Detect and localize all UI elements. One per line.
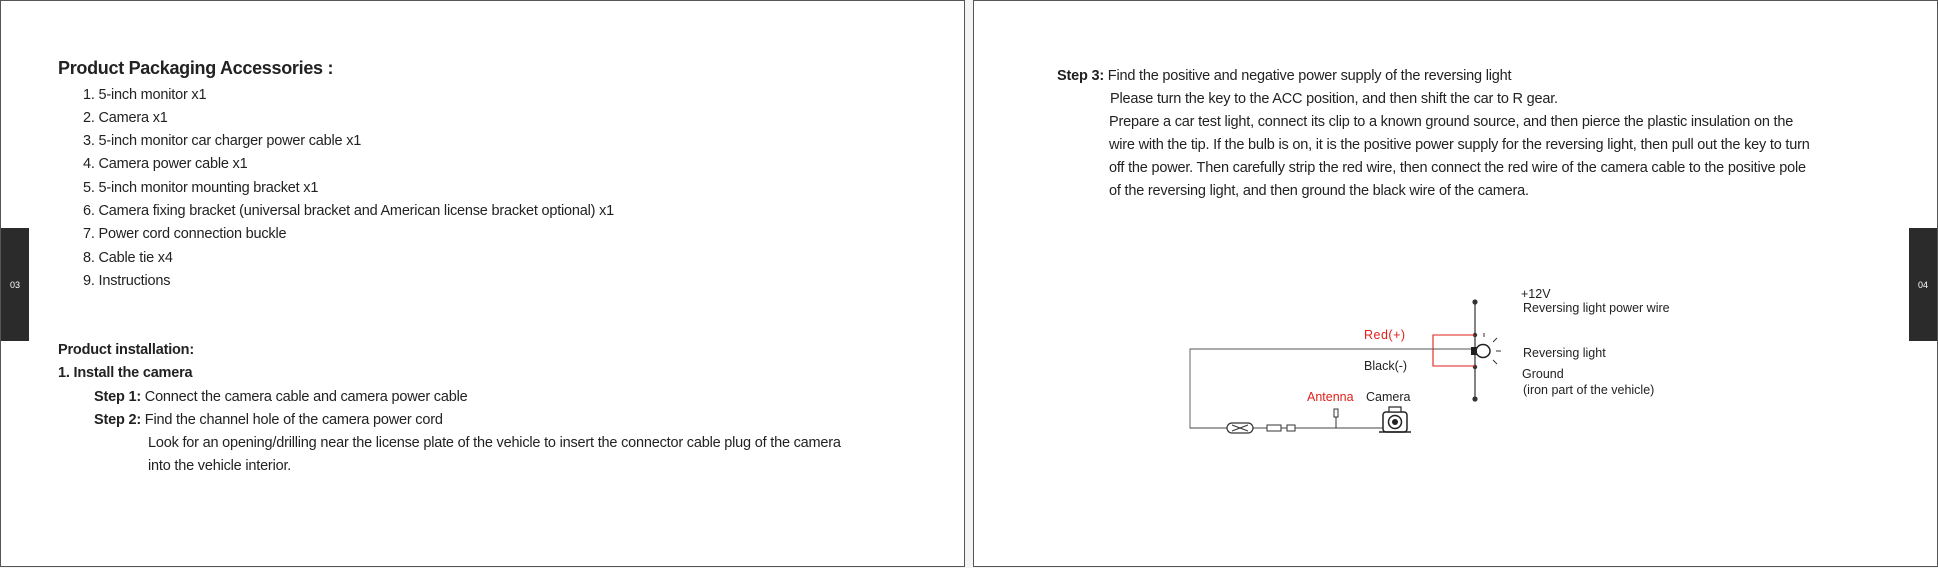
list-item: 2. Camera x1 <box>83 110 168 126</box>
page-number: 03 <box>9 279 20 290</box>
wiring-diagram <box>974 1 1938 568</box>
camera-icon <box>1379 407 1411 432</box>
page-number-tab-left <box>1 228 29 341</box>
ground-label: Ground <box>1522 367 1564 381</box>
installation-title: Product installation: <box>58 342 194 358</box>
step3-detail-line: Please turn the key to the ACC position, and then shift the car to R gear. <box>1110 91 1558 107</box>
step3-detail-line: of the reversing light, and then ground the black wire of the camera. <box>1109 183 1529 199</box>
camera-label: Camera <box>1366 390 1411 404</box>
list-item: 4. Camera power cable x1 <box>83 156 248 172</box>
power-wire-label: Reversing light power wire <box>1523 301 1670 315</box>
step2-detail-line: into the vehicle interior. <box>148 458 292 474</box>
cable-icon <box>1190 423 1384 433</box>
step2-label: Step 2: <box>94 412 141 428</box>
plus12v-label: +12V <box>1521 287 1551 301</box>
step2-detail-line: Look for an opening/drilling near the license plate of the vehicle to insert the connector cable plug of the camera <box>148 435 841 451</box>
antenna-icon <box>1334 409 1338 428</box>
step3-detail-line: off the power. Then carefully strip the red wire, then connect the red wire of the camera cable to the positive pole <box>1109 160 1806 176</box>
step3-label: Step 3: <box>1057 68 1104 84</box>
black-wire <box>1190 349 1475 428</box>
accessories-title: Product Packaging Accessories : <box>58 58 334 78</box>
step3-text: Find the positive and negative power supply of the reversing light <box>1107 68 1512 84</box>
page-right <box>973 0 1938 567</box>
ground-note-label: (iron part of the vehicle) <box>1523 383 1655 397</box>
step1-label: Step 1: <box>94 389 141 405</box>
red-wire-label: Red(+) <box>1364 328 1406 342</box>
step1-text: Connect the camera cable and camera power cable <box>144 389 468 405</box>
step3-detail-line: wire with the tip. If the bulb is on, it is the positive power supply for the reversing light, then pull out the key to turn <box>1109 137 1810 153</box>
list-item: 3. 5-inch monitor car charger power cable x1 <box>83 133 362 149</box>
list-item: 7. Power cord connection buckle <box>83 226 287 242</box>
step3-detail-line: Prepare a car test light, connect its clip to a known ground source, and then pierce the plastic insulation on the <box>1109 114 1794 130</box>
list-item: 9. Instructions <box>83 273 171 289</box>
list-item: 5. 5-inch monitor mounting bracket x1 <box>83 180 319 196</box>
list-item: 6. Camera fixing bracket (universal bracket and American license bracket optional) x1 <box>83 203 615 219</box>
antenna-label: Antenna <box>1307 390 1354 404</box>
page-number: 04 <box>1917 279 1928 290</box>
list-item: 8. Cable tie x4 <box>83 250 173 266</box>
page-left <box>0 0 965 567</box>
red-wire <box>1433 335 1475 366</box>
list-item: 1. 5-inch monitor x1 <box>83 87 207 103</box>
wire-end-dot-bottom <box>1472 396 1477 401</box>
step2 <box>94 412 443 428</box>
black-wire-label: Black(-) <box>1364 359 1408 373</box>
reversing-light-label: Reversing light <box>1523 346 1606 360</box>
install-camera-heading: 1. Install the camera <box>58 365 193 381</box>
step2-text: Find the channel hole of the camera power cord <box>144 412 443 428</box>
wire-end-dot-top <box>1472 299 1477 304</box>
step1 <box>94 389 467 405</box>
